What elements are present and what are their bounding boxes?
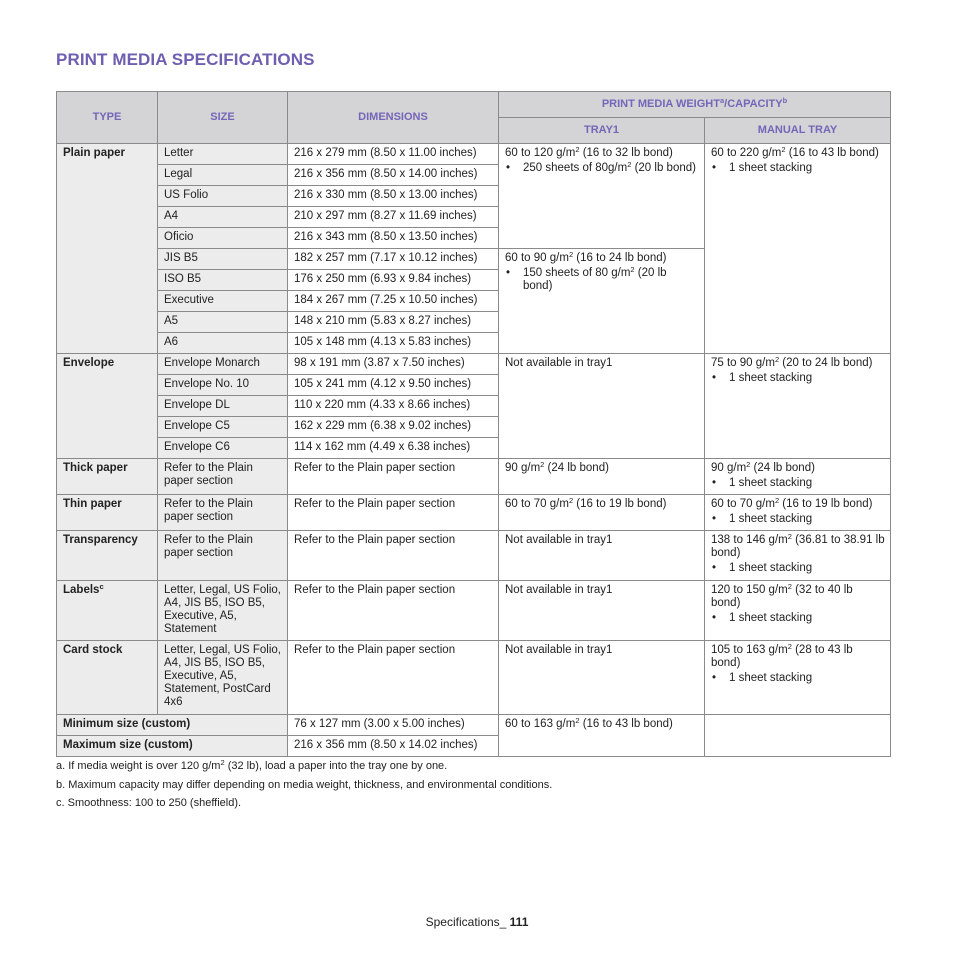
media-spec-table bbox=[56, 91, 891, 757]
dimension-cell: 182 x 257 mm (7.17 x 10.12 inches) bbox=[288, 249, 499, 270]
min-size-label: Minimum size (custom) bbox=[57, 715, 288, 736]
manual-tray-cell: 90 $g/m^2$ (24 lb bond) • 1 sheet stacking bbox=[705, 459, 891, 495]
size-cell: US Folio bbox=[158, 186, 288, 207]
dimension-cell: 114 x 162 mm (4.49 x 6.38 inches) bbox=[288, 438, 499, 459]
dimension-cell: 148 x 210 mm (5.83 x 8.27 inches) bbox=[288, 312, 499, 333]
list-item: • 1 sheet stacking bbox=[729, 372, 885, 385]
dimension-cell: 216 x 279 mm (8.50 x 11.00 inches) bbox=[288, 144, 499, 165]
manual-tray-cell: 105 to 163 $g/m^2$ (28 to 43 lb bond) • 1 sheet stacking bbox=[705, 641, 891, 715]
dimension-cell: 216 x 343 mm (8.50 x 13.50 inches) bbox=[288, 228, 499, 249]
type-cell: Envelope bbox=[57, 354, 158, 459]
tray1-cell: 60 to 163 $g/m^2$ (16 to 43 lb bond) bbox=[499, 715, 705, 757]
size-cell: A6 bbox=[158, 333, 288, 354]
tray1-cell: Not available in tray1 bbox=[499, 531, 705, 581]
size-cell: Envelope C6 bbox=[158, 438, 288, 459]
tray1-cell: Not available in tray1 bbox=[499, 641, 705, 715]
manual-tray-cell: 138 to 146 $g/m^2$ (36.81 to 38.91 lb bond) • 1 sheet stacking bbox=[705, 531, 891, 581]
table-row bbox=[57, 459, 891, 495]
size-cell: JIS B5 bbox=[158, 249, 288, 270]
dimension-cell: 98 x 191 mm (3.87 x 7.50 inches) bbox=[288, 354, 499, 375]
list-item: • 1 sheet stacking bbox=[729, 513, 885, 526]
footer-section: Specifications_ bbox=[425, 915, 510, 929]
manual-tray-cell bbox=[705, 715, 891, 757]
dimension-cell: Refer to the Plain paper section bbox=[288, 459, 499, 495]
manual-tray-cell: 60 to 220 $g/m^2$ (16 to 43 lb bond) • 1 sheet stacking bbox=[705, 144, 891, 354]
header-manual-tray: MANUAL TRAY bbox=[705, 118, 891, 144]
tray1-cell: 90 $g/m^2$ (24 lb bond) bbox=[499, 459, 705, 495]
footnote-a: a. If media weight is over 120 $g/m^2$ (32 lb), load a paper into the tray one by one. bbox=[56, 758, 448, 772]
list-item: • 250 sheets of $80g/m^2$ (20 lb bond) bbox=[523, 162, 699, 175]
dimension-cell: 216 x 356 mm (8.50 x 14.02 inches) bbox=[288, 736, 499, 757]
manual-tray-cell: 75 to 90 $g/m^2$ (20 to 24 lb bond) • 1 sheet stacking bbox=[705, 354, 891, 459]
page-footer bbox=[0, 915, 954, 929]
size-cell: Envelope C5 bbox=[158, 417, 288, 438]
size-cell: A4 bbox=[158, 207, 288, 228]
size-cell: Envelope No. 10 bbox=[158, 375, 288, 396]
table-row bbox=[57, 715, 891, 736]
list-item: • 1 sheet stacking bbox=[729, 162, 885, 175]
tray1-cell: 60 to 90 $g/m^2$ (16 to 24 lb bond) • 150 sheets of 80 $g/m^2$ (20 lb bond) bbox=[499, 249, 705, 354]
dimension-cell: 184 x 267 mm (7.25 x 10.50 inches) bbox=[288, 291, 499, 312]
tray1-cell: 60 to 120 $g/m^2$ (16 to 32 lb bond) • 250 sheets of $80g/m^2$ (20 lb bond) bbox=[499, 144, 705, 249]
header-weight-capacity: PRINT MEDIA WEIGHT$^a$/CAPACITY$^b$ bbox=[499, 92, 891, 118]
size-cell: Legal bbox=[158, 165, 288, 186]
dimension-cell: 105 x 148 mm (4.13 x 5.83 inches) bbox=[288, 333, 499, 354]
dimension-cell: 216 x 330 mm (8.50 x 13.00 inches) bbox=[288, 186, 499, 207]
size-cell: Refer to the Plain paper section bbox=[158, 531, 288, 581]
dimension-cell: Refer to the Plain paper section bbox=[288, 495, 499, 531]
manual-tray-cell: 60 to 70 $g/m^2$ (16 to 19 lb bond) • 1 sheet stacking bbox=[705, 495, 891, 531]
table-row bbox=[57, 641, 891, 715]
page-number: 111 bbox=[509, 915, 529, 929]
dimension-cell: 216 x 356 mm (8.50 x 14.00 inches) bbox=[288, 165, 499, 186]
dimension-cell: 76 x 127 mm (3.00 x 5.00 inches) bbox=[288, 715, 499, 736]
tray1-cell: Not available in tray1 bbox=[499, 581, 705, 641]
manual-tray-cell: 120 to 150 $g/m^2$ (32 to 40 lb bond) • 1 sheet stacking bbox=[705, 581, 891, 641]
page-title: PRINT MEDIA SPECIFICATIONS bbox=[56, 50, 315, 69]
size-cell: A5 bbox=[158, 312, 288, 333]
type-cell: Labels$^c$ bbox=[57, 581, 158, 641]
type-cell: Plain paper bbox=[57, 144, 158, 354]
size-cell: Letter bbox=[158, 144, 288, 165]
dimension-cell: 162 x 229 mm (6.38 x 9.02 inches) bbox=[288, 417, 499, 438]
dimension-cell: Refer to the Plain paper section bbox=[288, 581, 499, 641]
footnote-b: b. Maximum capacity may differ depending on media weight, thickness, and environmental conditions. bbox=[56, 779, 553, 791]
dimension-cell: Refer to the Plain paper section bbox=[288, 641, 499, 715]
size-cell: Refer to the Plain paper section bbox=[158, 495, 288, 531]
size-cell: Envelope DL bbox=[158, 396, 288, 417]
size-cell: Refer to the Plain paper section bbox=[158, 459, 288, 495]
list-item: • 1 sheet stacking bbox=[729, 562, 885, 575]
size-cell: Envelope Monarch bbox=[158, 354, 288, 375]
dimension-cell: 105 x 241 mm (4.12 x 9.50 inches) bbox=[288, 375, 499, 396]
list-item: • 1 sheet stacking bbox=[729, 477, 885, 490]
header-dimensions: DIMENSIONS bbox=[288, 92, 499, 144]
table-row bbox=[57, 581, 891, 641]
type-cell: Transparency bbox=[57, 531, 158, 581]
type-cell: Thin paper bbox=[57, 495, 158, 531]
type-cell: Card stock bbox=[57, 641, 158, 715]
dimension-cell: 210 x 297 mm (8.27 x 11.69 inches) bbox=[288, 207, 499, 228]
size-cell: Oficio bbox=[158, 228, 288, 249]
size-cell: Letter, Legal, US Folio, A4, JIS B5, ISO B5, Executive, A5, Statement bbox=[158, 581, 288, 641]
size-cell: Executive bbox=[158, 291, 288, 312]
header-tray1: TRAY1 bbox=[499, 118, 705, 144]
size-cell: Letter, Legal, US Folio, A4, JIS B5, ISO B5, Executive, A5, Statement, PostCard 4x6 bbox=[158, 641, 288, 715]
list-item: • 150 sheets of 80 $g/m^2$ (20 lb bond) bbox=[523, 267, 699, 293]
header-size: SIZE bbox=[158, 92, 288, 144]
table-row bbox=[57, 354, 891, 375]
max-size-label: Maximum size (custom) bbox=[57, 736, 288, 757]
type-cell: Thick paper bbox=[57, 459, 158, 495]
list-item: • 1 sheet stacking bbox=[729, 672, 885, 685]
header-type: TYPE bbox=[57, 92, 158, 144]
table-row bbox=[57, 495, 891, 531]
dimension-cell: 110 x 220 mm (4.33 x 8.66 inches) bbox=[288, 396, 499, 417]
list-item: • 1 sheet stacking bbox=[729, 612, 885, 625]
footnote-c: c. Smoothness: 100 to 250 (sheffield). bbox=[56, 797, 242, 809]
dimension-cell: 176 x 250 mm (6.93 x 9.84 inches) bbox=[288, 270, 499, 291]
table-row bbox=[57, 531, 891, 581]
size-cell: ISO B5 bbox=[158, 270, 288, 291]
table-row bbox=[57, 144, 891, 165]
dimension-cell: Refer to the Plain paper section bbox=[288, 531, 499, 581]
tray1-cell: Not available in tray1 bbox=[499, 354, 705, 459]
tray1-cell: 60 to 70 $g/m^2$ (16 to 19 lb bond) bbox=[499, 495, 705, 531]
